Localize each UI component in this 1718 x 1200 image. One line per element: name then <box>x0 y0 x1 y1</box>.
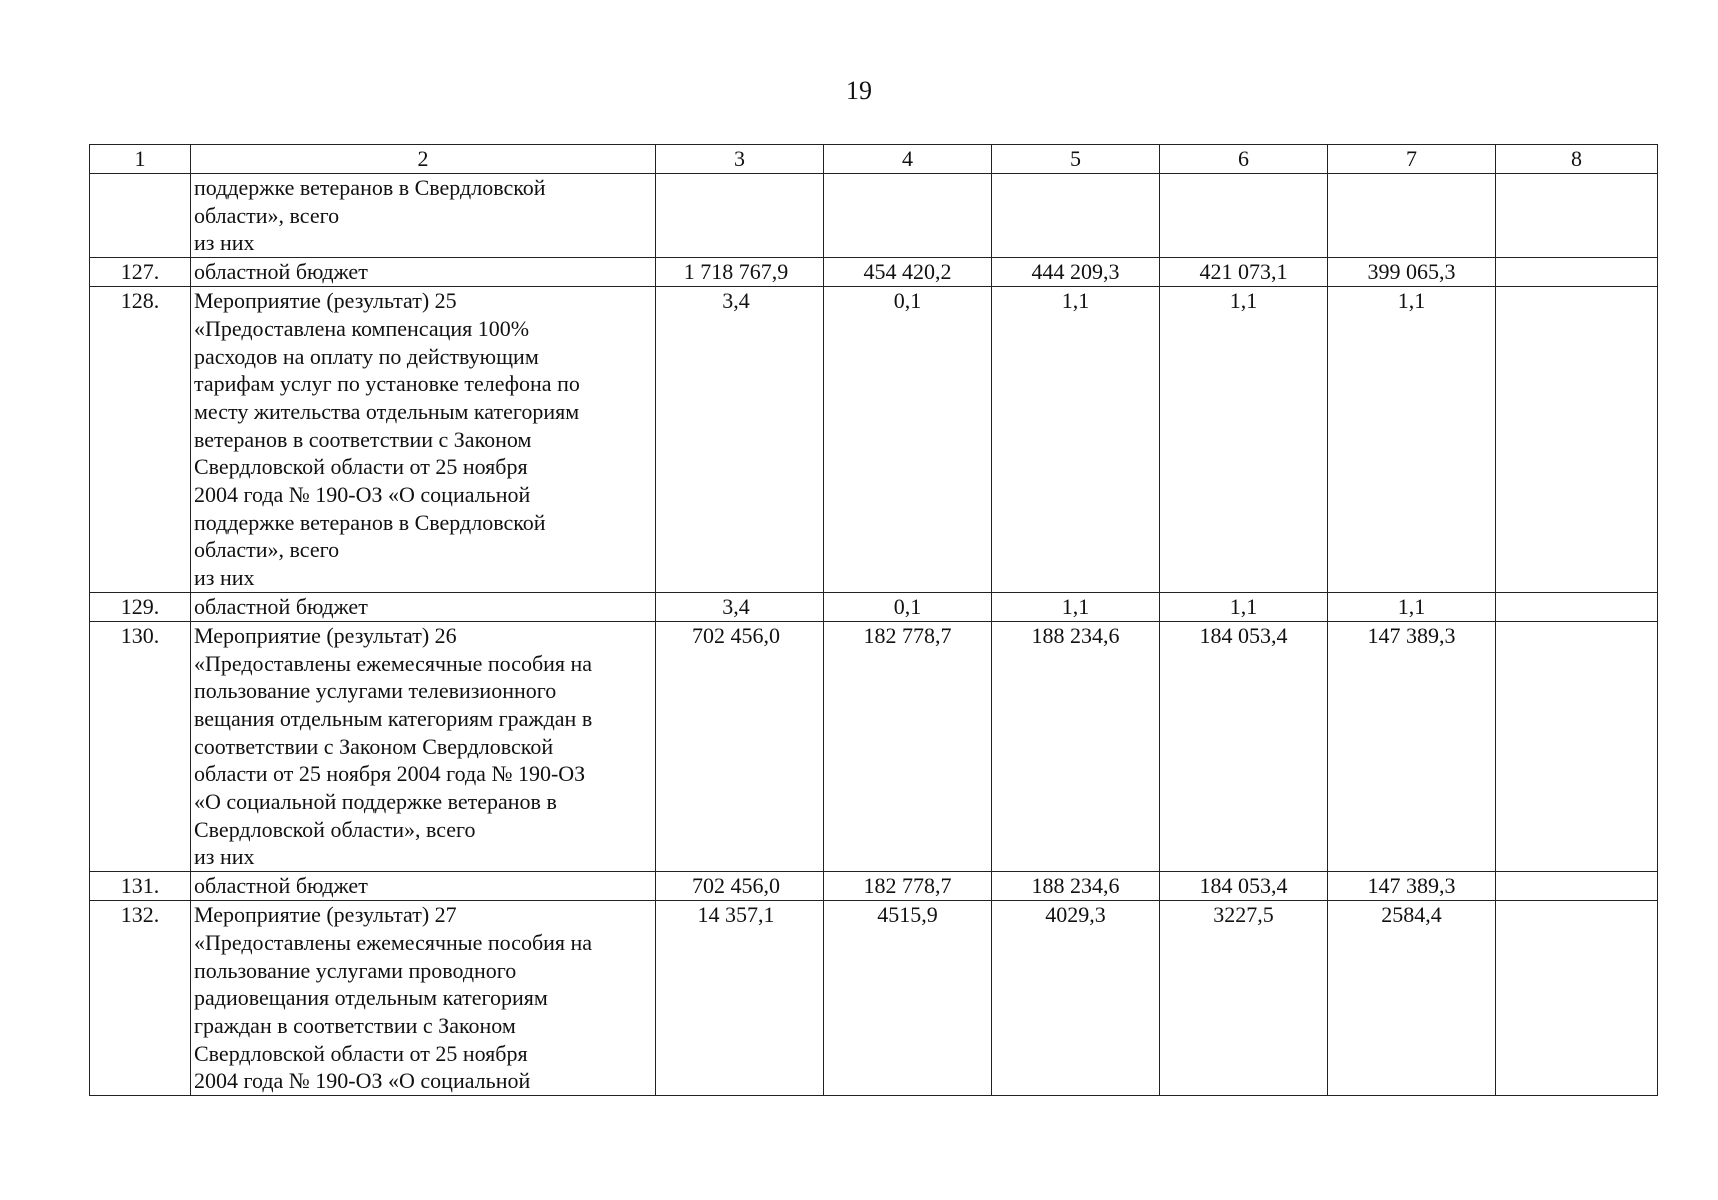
row-value <box>1160 174 1328 258</box>
row-value: 399 065,3 <box>1328 258 1496 287</box>
table-row <box>90 592 1658 621</box>
column-header: 4 <box>824 145 992 174</box>
row-value: 188 234,6 <box>992 872 1160 901</box>
column-header: 3 <box>656 145 824 174</box>
page-number: 19 <box>846 76 872 105</box>
row-value <box>1496 621 1658 871</box>
row-name: Мероприятие (результат) 27 «Предоставлены ежемесячные пособия на пользование услугами проводного радиовещания отдельным категориям граждан в соответствии с Законом Свердловской области от 25 ноября 2004 года № 190-ОЗ «О социальной <box>191 901 656 1096</box>
column-header: 2 <box>191 145 656 174</box>
row-value: 184 053,4 <box>1160 621 1328 871</box>
row-value: 421 073,1 <box>1160 258 1328 287</box>
row-value: 182 778,7 <box>824 872 992 901</box>
row-value: 4515,9 <box>824 901 992 1096</box>
row-value: 1 718 767,9 <box>656 258 824 287</box>
row-number: 132. <box>90 901 191 1096</box>
row-number <box>90 174 191 258</box>
row-value: 1,1 <box>1328 592 1496 621</box>
row-value: 454 420,2 <box>824 258 992 287</box>
table-row <box>90 258 1658 287</box>
row-value: 4029,3 <box>992 901 1160 1096</box>
row-value <box>824 174 992 258</box>
table-row <box>90 872 1658 901</box>
row-value: 188 234,6 <box>992 621 1160 871</box>
row-value: 182 778,7 <box>824 621 992 871</box>
row-value <box>656 174 824 258</box>
column-header: 5 <box>992 145 1160 174</box>
row-number: 128. <box>90 287 191 593</box>
row-value: 1,1 <box>1328 287 1496 593</box>
row-value: 444 209,3 <box>992 258 1160 287</box>
row-value: 3,4 <box>656 287 824 593</box>
row-value: 3,4 <box>656 592 824 621</box>
row-value <box>1496 872 1658 901</box>
row-value: 147 389,3 <box>1328 872 1496 901</box>
row-value <box>1496 258 1658 287</box>
row-name: областной бюджет <box>191 592 656 621</box>
row-value: 0,1 <box>824 592 992 621</box>
row-name: поддержке ветеранов в Свердловской области», всего из них <box>191 174 656 258</box>
row-value <box>1496 901 1658 1096</box>
table-row <box>90 621 1658 871</box>
table-row <box>90 901 1658 1096</box>
row-name: Мероприятие (результат) 26 «Предоставлены ежемесячные пособия на пользование услугами телевизионного вещания отдельным категориям граждан в соответствии с Законом Свердловской области от 25 ноября 2004 года № 190-ОЗ «О социальной поддержке ветеранов в Свердловской области», всего из них <box>191 621 656 871</box>
row-value: 2584,4 <box>1328 901 1496 1096</box>
row-value <box>1496 592 1658 621</box>
row-value: 1,1 <box>1160 592 1328 621</box>
row-value: 1,1 <box>1160 287 1328 593</box>
table-header-row <box>90 145 1658 174</box>
row-number: 129. <box>90 592 191 621</box>
row-value: 702 456,0 <box>656 872 824 901</box>
row-value: 702 456,0 <box>656 621 824 871</box>
row-name: областной бюджет <box>191 872 656 901</box>
row-value: 147 389,3 <box>1328 621 1496 871</box>
column-header: 8 <box>1496 145 1658 174</box>
column-header: 7 <box>1328 145 1496 174</box>
budget-table <box>89 144 1658 1096</box>
row-value <box>1496 174 1658 258</box>
row-number: 131. <box>90 872 191 901</box>
row-value <box>992 174 1160 258</box>
row-number: 130. <box>90 621 191 871</box>
row-value: 0,1 <box>824 287 992 593</box>
table-row <box>90 174 1658 258</box>
row-value <box>1328 174 1496 258</box>
row-value: 14 357,1 <box>656 901 824 1096</box>
column-header: 1 <box>90 145 191 174</box>
row-number: 127. <box>90 258 191 287</box>
table-row <box>90 287 1658 593</box>
row-value: 184 053,4 <box>1160 872 1328 901</box>
row-value <box>1496 287 1658 593</box>
row-value: 3227,5 <box>1160 901 1328 1096</box>
column-header: 6 <box>1160 145 1328 174</box>
row-value: 1,1 <box>992 592 1160 621</box>
row-value: 1,1 <box>992 287 1160 593</box>
row-name: Мероприятие (результат) 25 «Предоставлена компенсация 100% расходов на оплату по действующим тарифам услуг по установке телефона по месту жительства отдельным категориям ветеранов в соответствии с Законом Свердловской области от 25 ноября 2004 года № 190-ОЗ «О социальной поддержке ветеранов в Свердловской области», всего из них <box>191 287 656 593</box>
row-name: областной бюджет <box>191 258 656 287</box>
